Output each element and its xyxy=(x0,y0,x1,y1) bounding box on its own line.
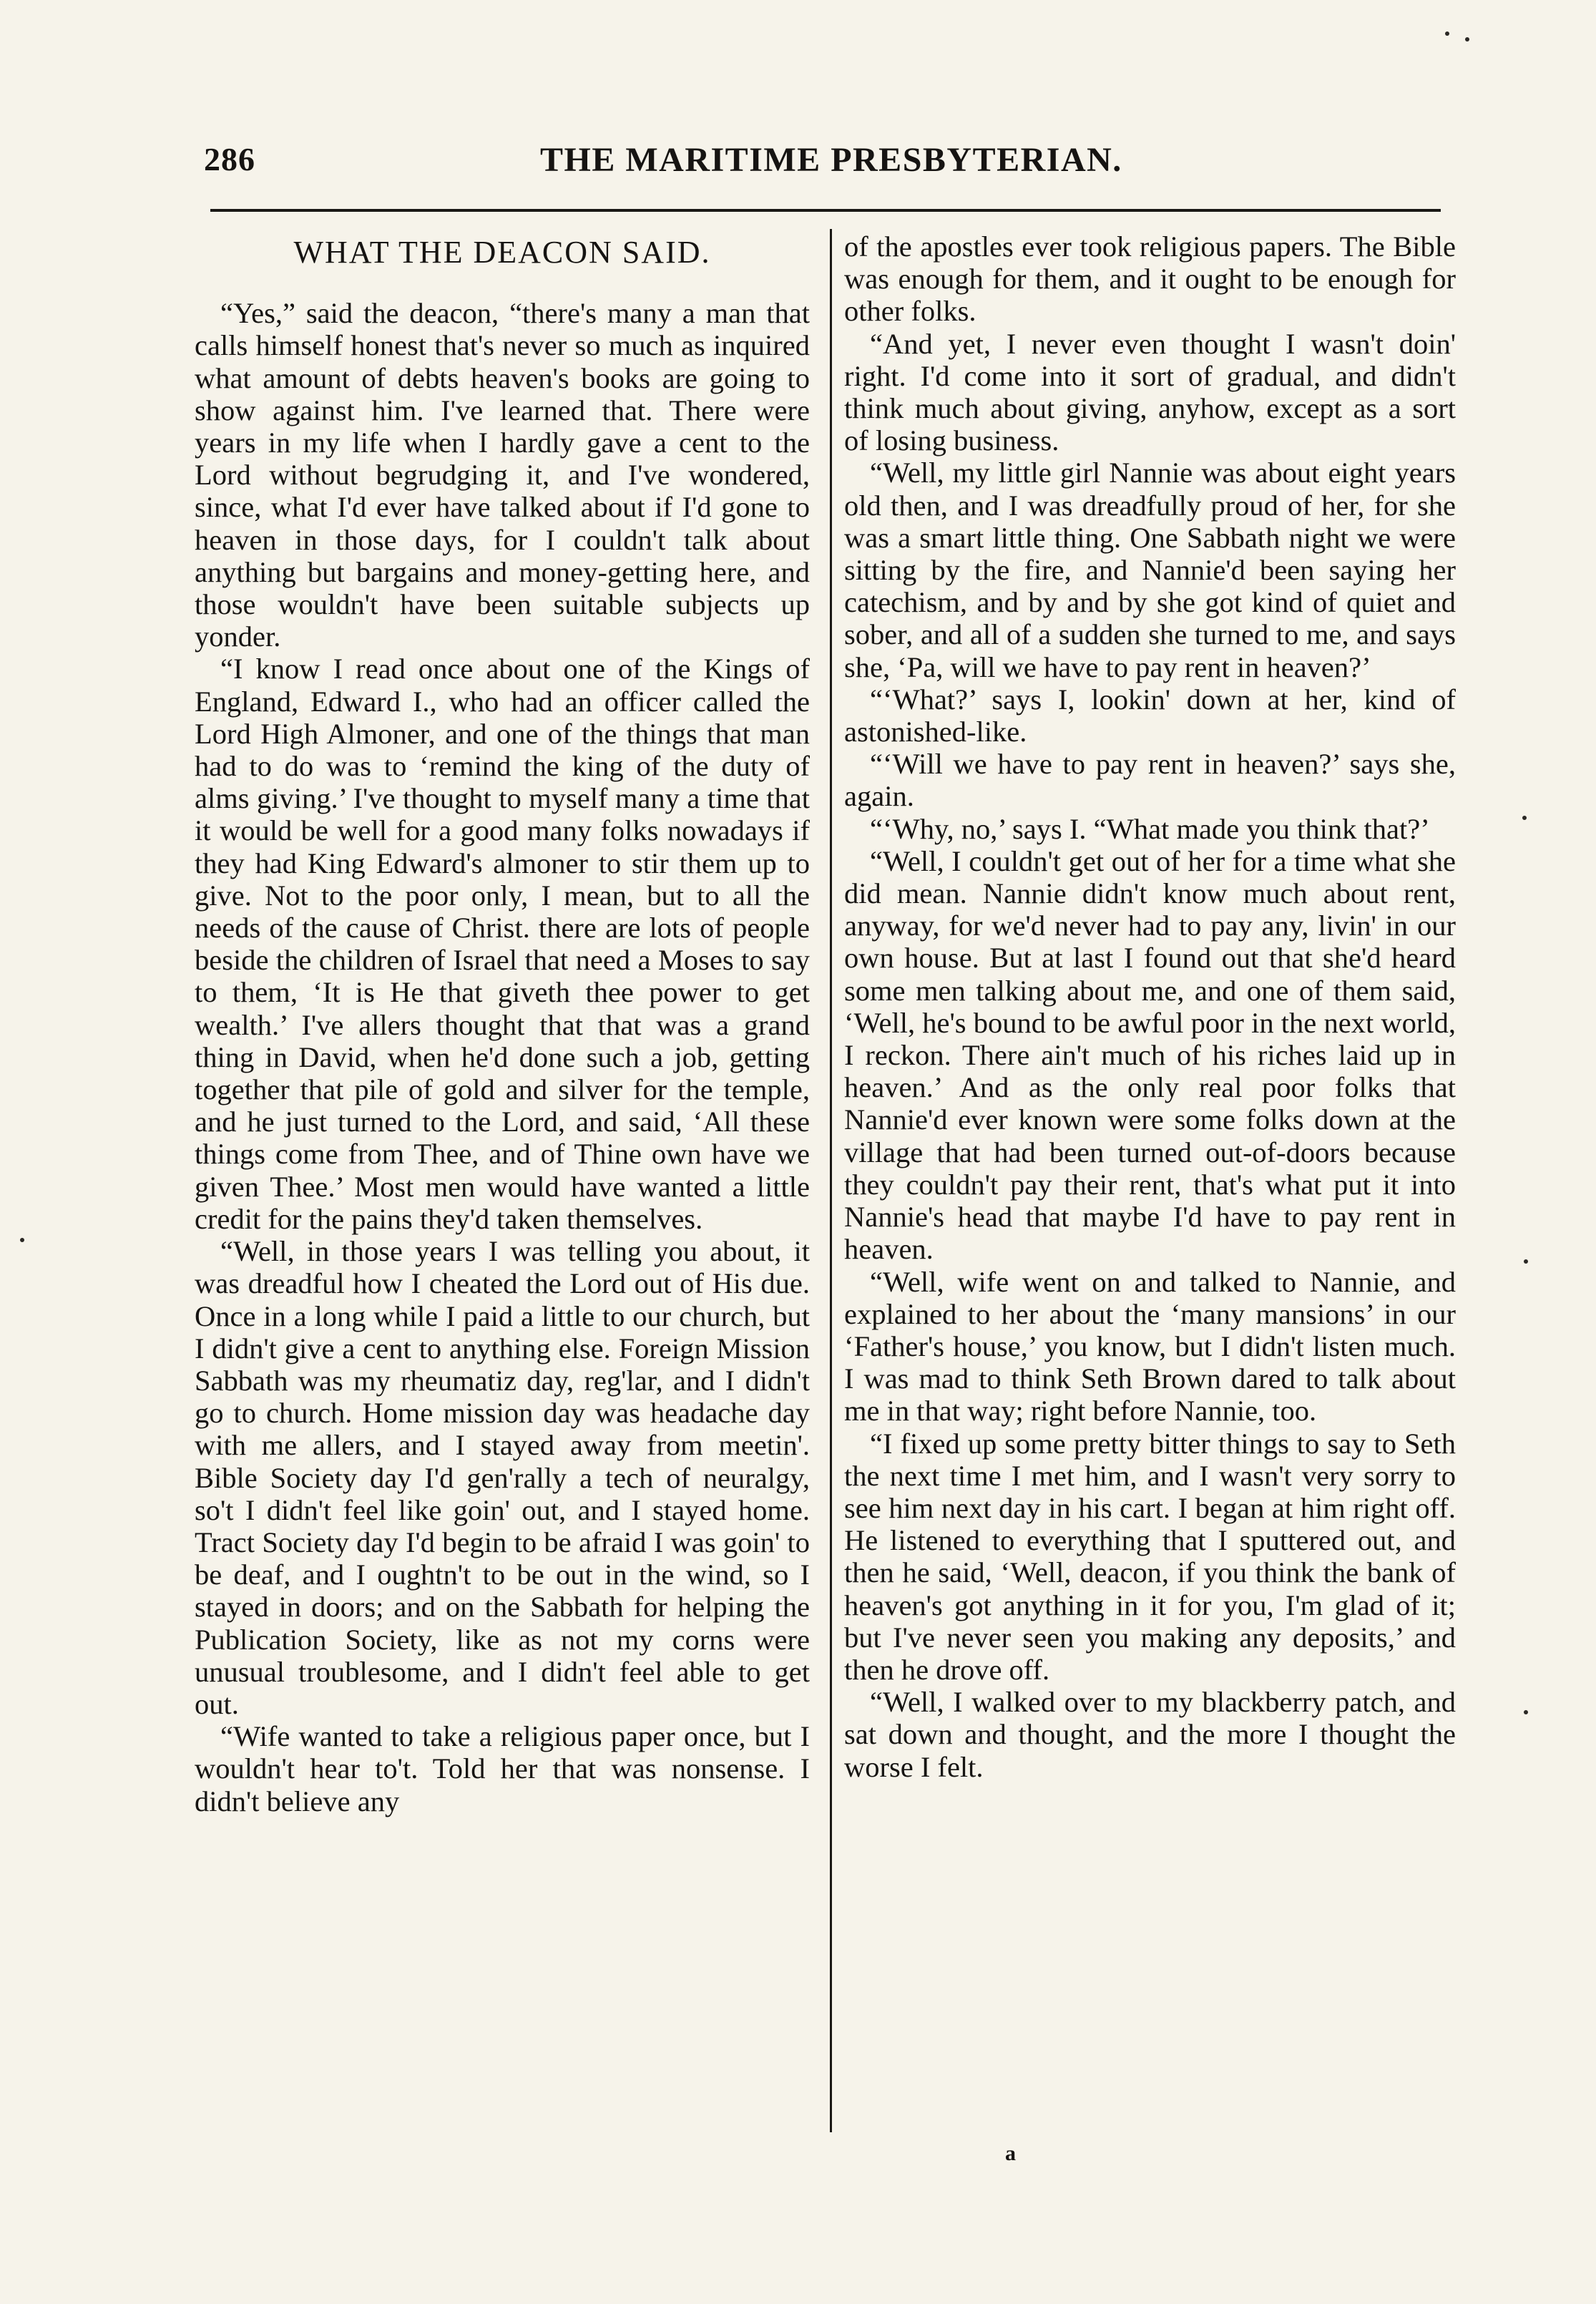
paragraph: “Wife wanted to take a religious paper once, but I wouldn't hear to't. Told her that was nonsense. I didn't believe any xyxy=(195,1720,810,1817)
paragraph: “Well, my little girl Nannie was about eight years old then, and I was dreadfully proud of her, for she was a smart little thing. One Sabbath night we were sitting by the fire, and Nannie'd been saying her catechism, and by and by she got kind of quiet and sober, and all of a sudden she turned to me, and says she, ‘Pa, will we have to pay rent in heaven?’ xyxy=(844,457,1456,683)
print-speck xyxy=(1465,37,1469,42)
article-title: WHAT THE DEACON SAID. xyxy=(293,235,711,270)
paragraph: “Well, wife went on and talked to Nannie, and explained to her about the ‘many mansions’ in our ‘Father's house,’ you know, but I didn't listen much. I was mad to think Seth Brown dared to talk about me in that way; right before Nannie, too. xyxy=(844,1265,1456,1427)
paragraph: “I know I read once about one of the Kings of England, Edward I., who had an officer called the Lord High Almoner, and one of the things that man had to do was to ‘remind the king of the duty of alms giving.’ I've thought to myself many a time that it would be well for a good many folks nowadays if they had King Edward's almoner to stir them up to give. Not to the poor only, I mean, but to all the needs of the cause of Christ. there are lots of people beside the children of Israel that need a Moses to say to them, ‘It is He that giveth thee power to get wealth.’ I've allers thought that that was a grand thing in David, when he'd done such a job, getting together that pile of gold and silver for the temple, and he just turned to the Lord, and said, ‘All these things come from Thee, and of Thine own have we given Thee.’ Most men would have wanted a little credit for the pains they'd taken themselves. xyxy=(195,653,810,1235)
print-speck xyxy=(1522,816,1527,820)
column-divider xyxy=(830,229,832,2132)
print-speck xyxy=(1524,1259,1528,1264)
paragraph: “And yet, I never even thought I wasn't doin' right. I'd come into it sort of gradual, and didn't think much about giving, anyhow, except as a sort of losing business. xyxy=(844,327,1456,457)
page-header xyxy=(204,140,1506,197)
paragraph: “‘Will we have to pay rent in heaven?’ says she, again. xyxy=(844,748,1456,813)
paragraph: “Well, in those years I was telling you about, it was dreadful how I cheated the Lord out of His due. Once in a long while I paid a little to our church, but I didn't give a cent to anything else. Foreign Mission Sabbath was my rheumatiz day, reg'lar, and I didn't go to church. Home mission day was headache day with me allers, and I stayed away from meetin'. Bible Society day I'd gen'rally a tech of neuralgy, so't I didn't feel like goin' out, and I stayed home. Tract Society day I'd begin to be afraid I was goin' to be deaf, and I oughtn't to be out in the wind, so I stayed in doors; and on the Sabbath for helping the Publication Society, like as not my corns were unusual troublesome, and I didn't feel able to get out. xyxy=(195,1235,810,1720)
paragraph: “I fixed up some pretty bitter things to say to Seth the next time I met him, and I wasn't very sorry to see him next day in his cart. I began at him right off. He listened to everything that I sputtered out, and then he said, ‘Well, deacon, if you think the bank of heaven's got anything in it for you, I'm glad of it; but I've never seen you making any deposits,’ and then he drove off. xyxy=(844,1427,1456,1686)
print-speck xyxy=(20,1238,24,1242)
running-title: THE MARITIME PRESBYTERIAN. xyxy=(540,141,1122,179)
paragraph: “Yes,” said the deacon, “there's many a man that calls himself honest that's never so much as inquired what amount of debts heaven's books are going to show against him. I've learned that. There were years in my life when I hardly gave a cent to the Lord without begrudging it, and I've wondered, since, what I'd ever have talked about if I'd gone to heaven in those days, for I couldn't talk about anything but bargains and money-getting here, and those wouldn't have been suitable subjects up yonder. xyxy=(195,297,810,653)
print-speck xyxy=(1524,1710,1528,1714)
right-column xyxy=(844,230,1456,1783)
signature-mark: a xyxy=(1005,2142,1016,2165)
paragraph: “‘What?’ says I, lookin' down at her, kind of astonished-like. xyxy=(844,683,1456,748)
page-number: 286 xyxy=(204,141,255,177)
paragraph: “‘Why, no,’ says I. “What made you think that?’ xyxy=(870,812,1430,845)
paragraph: “Well, I walked over to my blackberry patch, and sat down and thought, and the more I thought the worse I felt. xyxy=(844,1686,1456,1783)
left-column xyxy=(195,230,810,1817)
print-speck xyxy=(1445,31,1449,36)
paragraph: of the apostles ever took religious papers. The Bible was enough for them, and it ought to be enough for other folks. xyxy=(844,230,1456,328)
paragraph: “Well, I couldn't get out of her for a time what she did mean. Nannie didn't know much about rent, anyway, for we'd never had to pay any, livin' in our own house. But at last I found out that she'd heard some men talking about me, and one of them said, ‘Well, he's bound to be awful poor in the next world, I reckon. There ain't much of his riches laid up in heaven.’ And as the only real poor folks that Nannie'd ever known were some folks down at the village that had been turned out-of-doors because they couldn't pay their rent, that's what put it into Nannie's head that maybe I'd have to pay rent in heaven. xyxy=(844,844,1456,1266)
header-rule xyxy=(210,209,1441,212)
